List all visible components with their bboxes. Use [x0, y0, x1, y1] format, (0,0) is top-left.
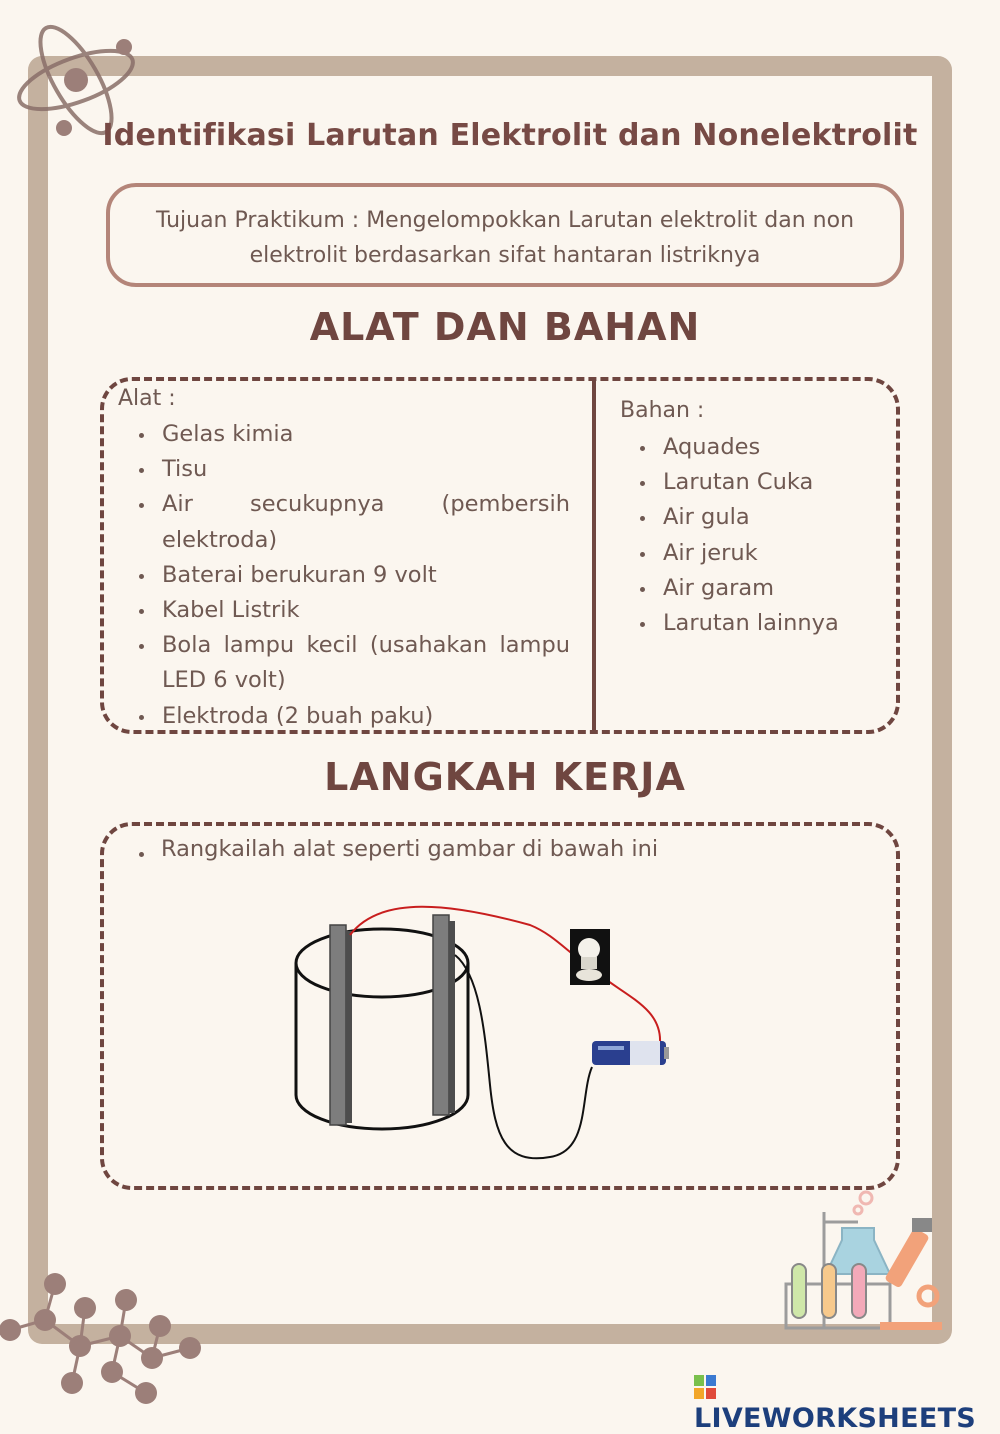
goal-line-2: elektrolit berdasarkan sifat hantaran listriknya: [249, 243, 761, 268]
alat-label: Alat :: [118, 386, 176, 411]
live-badge-icon: [694, 1375, 716, 1399]
black-wire: [455, 955, 592, 1158]
lab-equipment-icon: [780, 1188, 950, 1338]
electrode-icon: [433, 915, 455, 1115]
alat-item: Kabel Listrik: [118, 593, 570, 628]
alat-item: Tisu: [118, 452, 570, 487]
bahan-label: Bahan :: [620, 398, 705, 423]
battery-icon: [592, 1041, 669, 1065]
alat-item: Air secukupnya (pembersih elektroda): [118, 487, 570, 557]
molecule-icon: [0, 1268, 210, 1408]
section-materials-heading: ALAT DAN BAHAN: [309, 305, 701, 349]
page-title: Identifikasi Larutan Elektrolit dan Nonelektrolit: [102, 118, 918, 153]
alat-list: [118, 417, 570, 734]
red-wire: [350, 907, 660, 1043]
bahan-list: [619, 430, 879, 641]
bulb-icon: [570, 929, 610, 985]
goal-line-1: Tujuan Praktikum : Mengelompokkan Larutan elektrolit dan non: [155, 208, 855, 233]
liveworksheets-brand: LIVEWORKSHEETS: [694, 1403, 977, 1434]
alat-item: Bola lampu kecil (usahakan lampu LED 6 volt): [118, 628, 570, 698]
circuit-diagram: [290, 895, 680, 1165]
liveworksheets-logo: [694, 1372, 1000, 1434]
bahan-item: Air jeruk: [619, 536, 879, 571]
materials-divider: [592, 377, 596, 734]
alat-item: Elektroda (2 buah paku): [118, 699, 570, 734]
section-steps-heading: LANGKAH KERJA: [324, 755, 686, 799]
bahan-item: Air gula: [619, 500, 879, 535]
bahan-item: Larutan Cuka: [619, 465, 879, 500]
alat-item: Baterai berukuran 9 volt: [118, 558, 570, 593]
goal-box: [106, 183, 904, 287]
bahan-item: Air garam: [619, 571, 879, 606]
step-item: Rangkailah alat seperti gambar di bawah ini: [118, 836, 658, 862]
electrode-icon: [330, 925, 352, 1125]
bahan-item: Larutan lainnya: [619, 606, 879, 641]
alat-item: Gelas kimia: [118, 417, 570, 452]
bahan-item: Aquades: [619, 430, 879, 465]
